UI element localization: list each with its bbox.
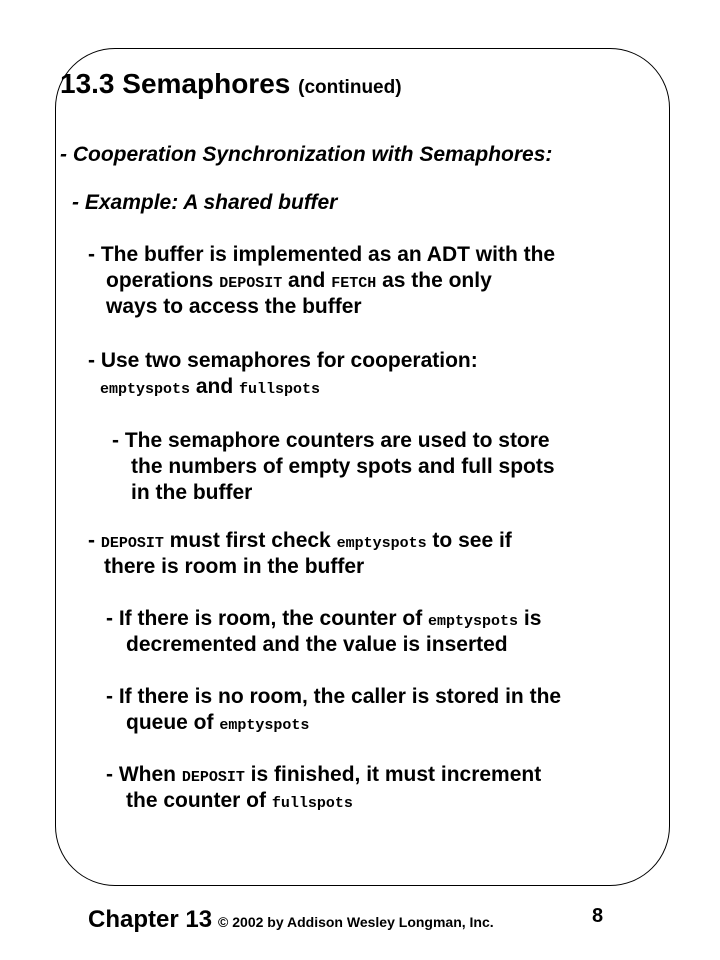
bullet-deposit-finished-cont [126, 788, 353, 817]
page-number: 8 [592, 905, 604, 927]
text-segment: and [282, 269, 332, 292]
code-emptyspots: emptyspots [428, 613, 519, 630]
text-segment: - [88, 529, 101, 552]
slide-title [60, 68, 402, 100]
bullet-cooperation: - Cooperation Synchronization with Semaphores: [60, 143, 553, 166]
bullet-deposit-finished [106, 762, 541, 791]
footer-chapter [88, 906, 494, 934]
title-sub: (continued) [298, 77, 402, 98]
text-segment: must first check [163, 529, 337, 552]
text-segment: operations [106, 269, 220, 292]
bullet-example: - Example: A shared buffer [72, 191, 338, 214]
text-segment: as the only [376, 269, 492, 292]
text-segment: is finished, it must increment [244, 763, 542, 786]
text-segment: the counter of [126, 789, 272, 812]
chapter-label: Chapter 13 [88, 906, 213, 933]
bullet-counters-cont2: in the buffer [131, 481, 253, 504]
code-fullspots: fullspots [239, 381, 321, 398]
bullet-no-room-cont [126, 710, 309, 739]
text-segment: and [190, 375, 240, 398]
bullet-two-semaphores-cont [100, 374, 320, 403]
text-segment: queue of [126, 711, 220, 734]
bullet-counters: - The semaphore counters are used to store [112, 429, 550, 452]
code-emptyspots: emptyspots [100, 381, 191, 398]
code-emptyspots: emptyspots [219, 717, 310, 734]
text-segment: - When [106, 763, 182, 786]
bullet-deposit-check-cont: there is room in the buffer [104, 555, 365, 578]
bullet-room [106, 606, 541, 635]
bullet-buffer-adt-cont1 [106, 268, 492, 297]
code-deposit: DEPOSIT [181, 769, 245, 786]
text-segment: - If there is room, the counter of [106, 607, 429, 630]
copyright-notice: © 2002 by Addison Wesley Longman, Inc. [218, 914, 494, 930]
code-deposit: DEPOSIT [219, 275, 283, 292]
text-segment: is [518, 607, 542, 630]
text-segment: to see if [426, 529, 512, 552]
bullet-room-cont: decremented and the value is inserted [126, 633, 508, 656]
bullet-deposit-check [88, 528, 512, 557]
code-emptyspots: emptyspots [336, 535, 427, 552]
bullet-counters-cont1: the numbers of empty spots and full spots [131, 455, 555, 478]
bullet-no-room: - If there is no room, the caller is stored in the [106, 685, 562, 708]
code-fetch: FETCH [331, 275, 377, 292]
code-deposit: DEPOSIT [100, 535, 164, 552]
bullet-two-semaphores: - Use two semaphores for cooperation: [88, 349, 478, 372]
bullet-buffer-adt: - The buffer is implemented as an ADT with the [88, 243, 556, 266]
code-fullspots: fullspots [271, 795, 353, 812]
title-main: 13.3 Semaphores [60, 68, 291, 99]
bullet-buffer-adt-cont2: ways to access the buffer [106, 295, 362, 318]
